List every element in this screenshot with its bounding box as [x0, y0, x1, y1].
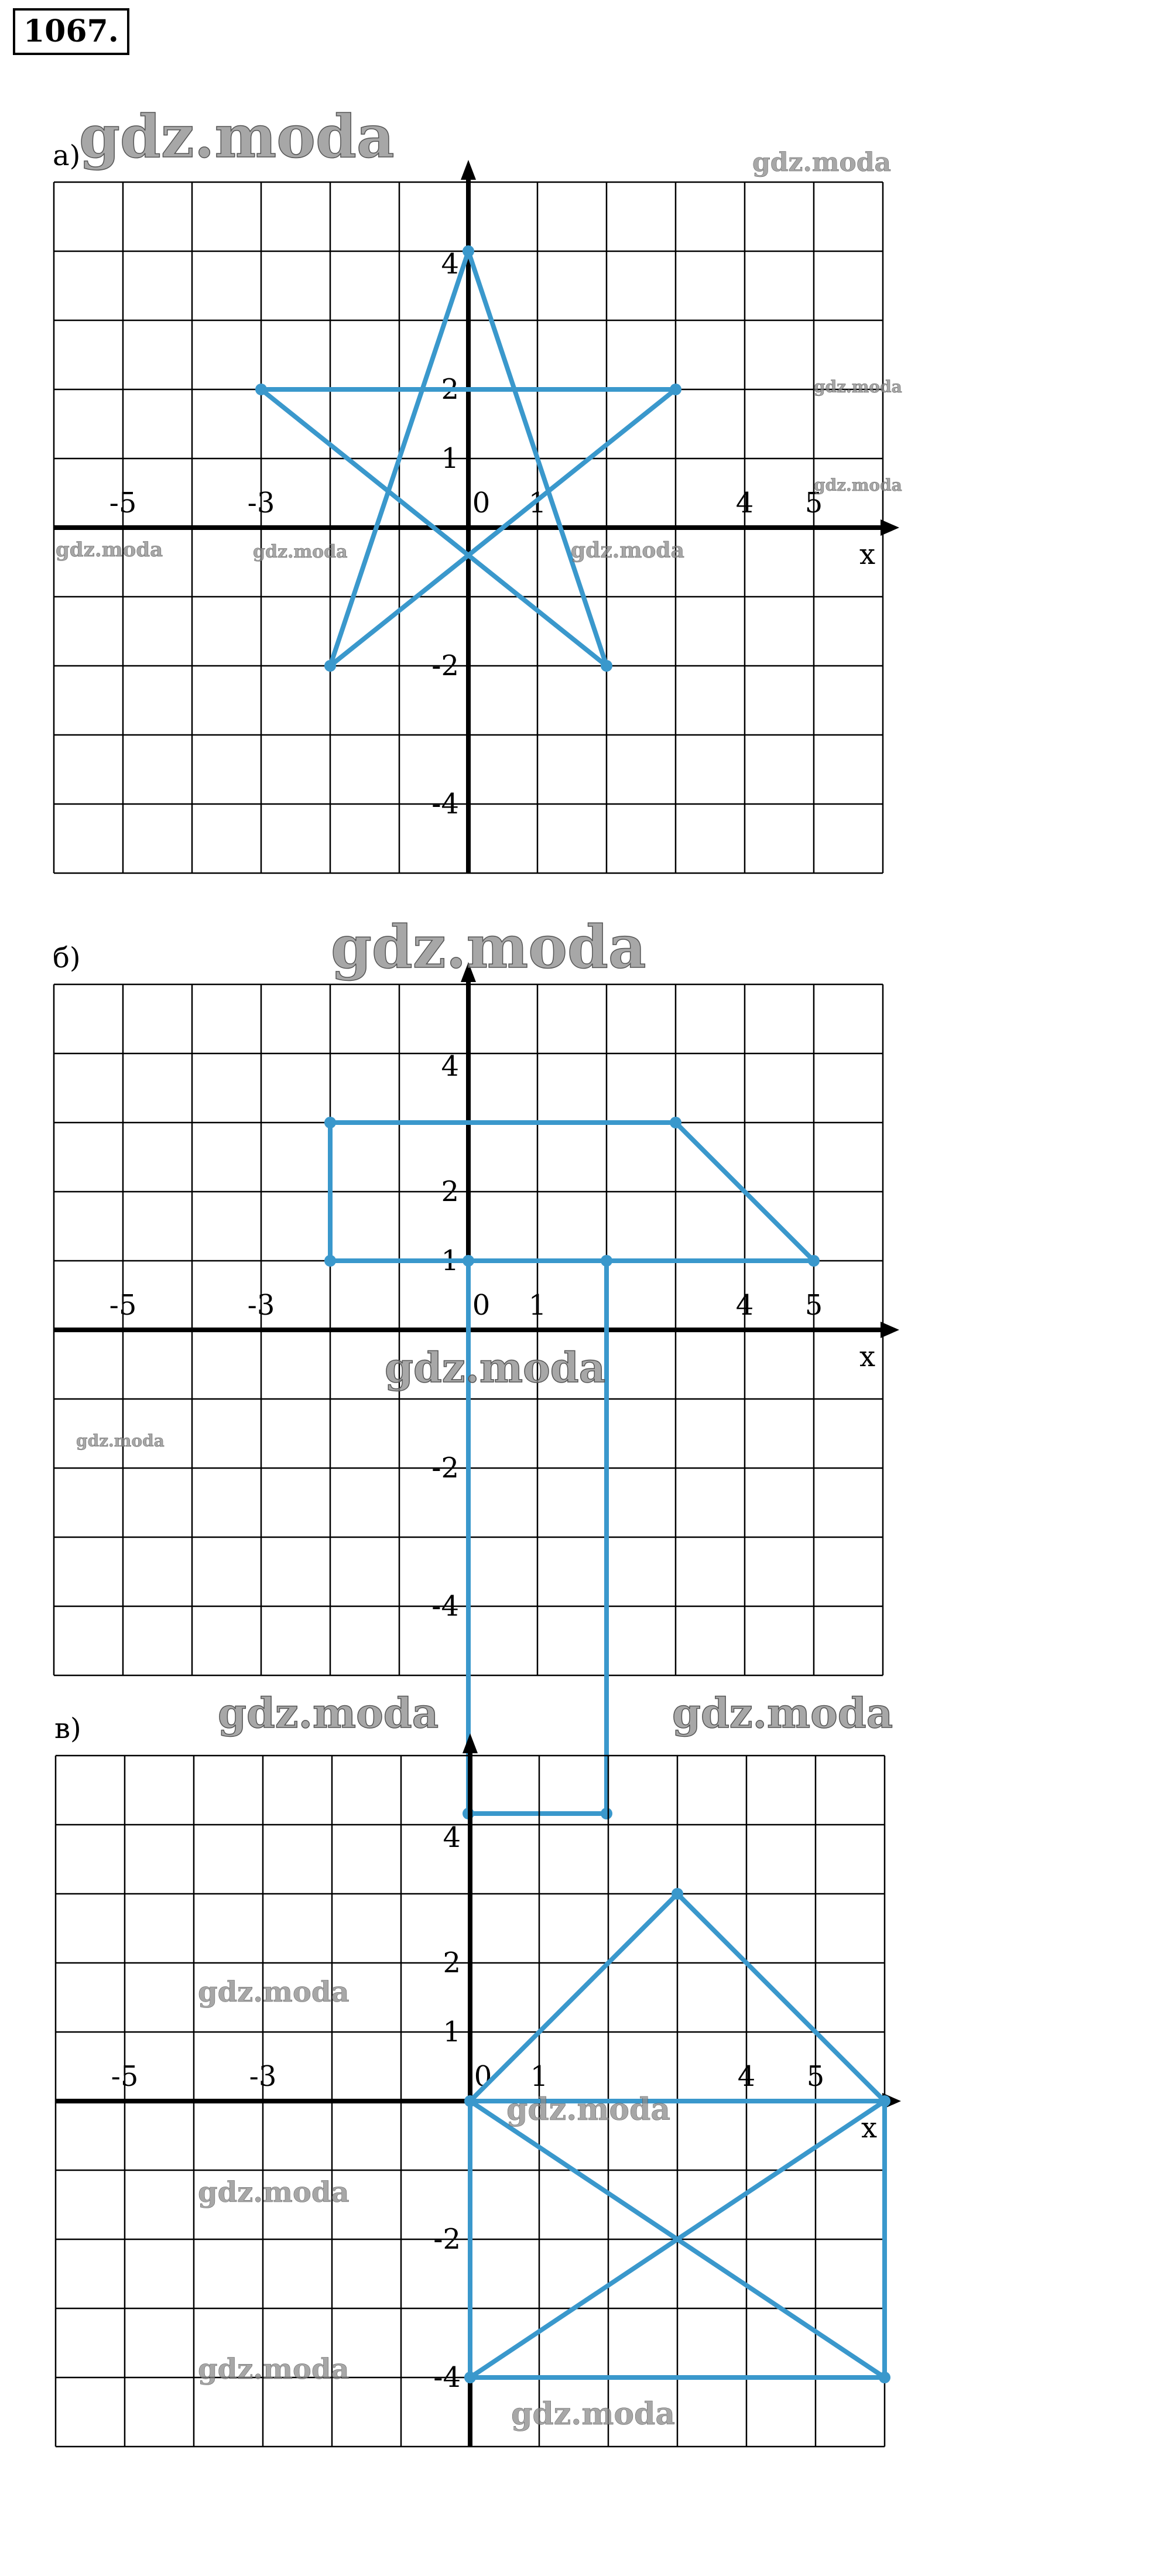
- figure-vertex: [463, 1255, 474, 1267]
- y-tick-label: 4: [441, 248, 459, 280]
- watermark: gdz.moda: [76, 1431, 165, 1451]
- x-tick-label: -3: [249, 2060, 277, 2093]
- watermark: gdz.moda: [79, 102, 395, 171]
- figure-vertex: [324, 1117, 336, 1128]
- x-tick-label: -5: [109, 1289, 137, 1322]
- watermark: gdz.moda: [253, 542, 348, 562]
- x-tick-label: -5: [111, 2060, 139, 2093]
- x-tick-label: 0: [472, 487, 491, 519]
- watermark: gdz.moda: [672, 1689, 893, 1737]
- watermark: gdz.moda: [218, 1689, 439, 1737]
- x-tick-label: 0: [474, 2060, 492, 2093]
- y-tick-label: 2: [443, 1946, 461, 1979]
- panel-1: [53, 139, 899, 873]
- watermark: gdz.moda: [56, 538, 163, 562]
- y-tick-label: 4: [443, 1821, 461, 1854]
- x-tick-label: 0: [472, 1289, 491, 1322]
- y-axis-arrow-icon: [463, 1733, 478, 1753]
- problem-number-box: 1067.: [13, 8, 129, 55]
- figure-segment: [677, 1894, 885, 2101]
- watermark: gdz.moda: [331, 912, 646, 981]
- watermark: gdz.moda: [506, 2092, 671, 2127]
- panel-label: б): [53, 942, 81, 974]
- watermark: gdz.moda: [814, 475, 902, 495]
- x-tick-label: 1: [530, 2060, 549, 2093]
- figure-vertex: [464, 2372, 476, 2383]
- x-tick-label: -3: [247, 487, 275, 519]
- y-tick-label: 1: [441, 1244, 459, 1277]
- figure-vertex: [879, 2095, 890, 2107]
- x-tick-label: 5: [804, 487, 823, 519]
- watermark: gdz.moda: [814, 377, 902, 396]
- figure-vertex: [670, 1117, 681, 1128]
- x-axis-name: x: [859, 1340, 876, 1373]
- panel-label: в): [54, 1712, 81, 1745]
- x-tick-label: 1: [528, 487, 547, 519]
- x-tick-label: 5: [806, 2060, 825, 2093]
- x-tick-label: 4: [737, 2060, 756, 2093]
- figure-vertex: [324, 1255, 336, 1267]
- y-tick-label: 4: [441, 1050, 459, 1083]
- x-tick-label: -3: [247, 1289, 275, 1322]
- y-tick-label: 2: [441, 373, 459, 406]
- x-tick-label: 4: [735, 1289, 754, 1322]
- watermark: gdz.moda: [571, 538, 684, 563]
- panel-3: [54, 1712, 901, 2447]
- figure-vertex: [463, 245, 474, 257]
- x-axis-name: x: [859, 538, 876, 571]
- y-axis-arrow-icon: [461, 160, 476, 180]
- watermark: gdz.moda: [385, 1343, 606, 1392]
- x-tick-label: 5: [804, 1289, 823, 1322]
- figure-vertex: [672, 1888, 683, 1900]
- y-tick-label: -2: [433, 2223, 461, 2256]
- y-tick-label: -2: [431, 649, 459, 682]
- x-tick-label: -5: [109, 487, 137, 519]
- figure-vertex: [808, 1255, 820, 1267]
- figure-vertex: [670, 384, 681, 395]
- watermark: gdz.moda: [198, 1976, 350, 2009]
- y-tick-label: -4: [431, 1590, 459, 1623]
- x-tick-label: 4: [735, 487, 754, 519]
- watermark: gdz.moda: [198, 2353, 350, 2386]
- watermark: gdz.moda: [752, 148, 892, 177]
- x-axis-arrow-icon: [881, 1322, 899, 1338]
- watermark: gdz.moda: [198, 2176, 350, 2209]
- x-axis-arrow-icon: [881, 519, 899, 536]
- panel-label: а): [53, 139, 81, 172]
- x-tick-label: 1: [528, 1289, 547, 1322]
- figure-segment: [470, 1894, 677, 2101]
- y-tick-label: -4: [433, 2361, 461, 2394]
- x-axis-name: x: [861, 2112, 878, 2144]
- y-tick-label: 2: [441, 1175, 459, 1208]
- figure-vertex: [464, 2095, 476, 2107]
- figure-vertex: [601, 1255, 612, 1267]
- y-tick-label: -4: [431, 788, 459, 820]
- figure-vertex: [601, 1808, 612, 1819]
- y-tick-label: 1: [443, 2016, 461, 2048]
- figure-vertex: [601, 660, 612, 672]
- y-tick-label: -2: [431, 1452, 459, 1484]
- figure-vertex: [255, 384, 267, 395]
- y-tick-label: 1: [441, 442, 459, 475]
- figure-vertex: [324, 660, 336, 672]
- figure-vertex: [879, 2372, 890, 2383]
- watermark: gdz.moda: [511, 2396, 676, 2432]
